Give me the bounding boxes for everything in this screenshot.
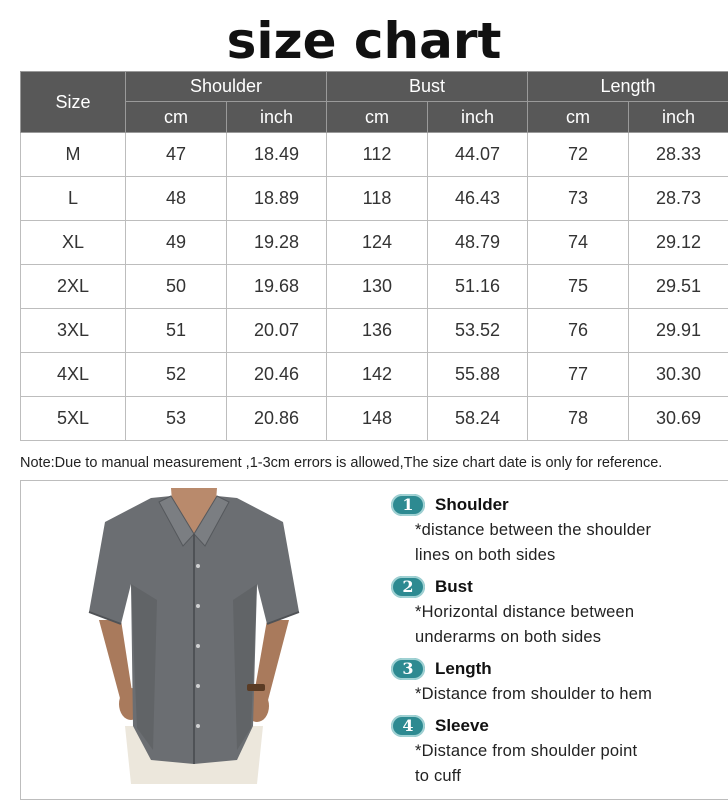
table-cell: 50	[126, 265, 227, 309]
button-icon	[196, 724, 200, 728]
button-icon	[196, 684, 200, 688]
legend-desc: to cuff	[415, 767, 462, 785]
unit-header: inch	[428, 102, 528, 133]
table-cell: 51.16	[428, 265, 528, 309]
table-cell: 30.30	[629, 353, 728, 397]
table-cell: 20.07	[227, 309, 327, 353]
size-cell: 5XL	[21, 397, 126, 441]
table-cell: 48.79	[428, 221, 528, 265]
watch-icon	[247, 684, 265, 691]
unit-header: inch	[227, 102, 327, 133]
legend-desc: *distance between the shoulder	[415, 521, 652, 539]
table-cell: 53.52	[428, 309, 528, 353]
table-cell: 19.28	[227, 221, 327, 265]
button-icon	[196, 564, 200, 568]
legend-desc: *Distance from shoulder point	[415, 742, 638, 760]
legend-item-bust	[391, 574, 721, 650]
size-cell: 2XL	[21, 265, 126, 309]
size-chart-table	[20, 71, 728, 441]
table-cell: 55.88	[428, 353, 528, 397]
legend-item-shoulder	[391, 492, 721, 568]
table-cell: 58.24	[428, 397, 528, 441]
legend-desc: *Horizontal distance between	[415, 603, 635, 621]
shoulder-header: Shoulder	[126, 72, 327, 102]
table-row	[21, 353, 728, 397]
table-row	[21, 309, 728, 353]
table-cell: 53	[126, 397, 227, 441]
table-cell: 44.07	[428, 133, 528, 177]
table-cell: 29.12	[629, 221, 728, 265]
size-cell: XL	[21, 221, 126, 265]
table-cell: 51	[126, 309, 227, 353]
table-cell: 75	[528, 265, 629, 309]
table-cell: 29.91	[629, 309, 728, 353]
table-row	[21, 265, 728, 309]
table-cell: 78	[528, 397, 629, 441]
table-cell: 48	[126, 177, 227, 221]
shirt-shadow-right	[233, 584, 257, 750]
table-cell: 72	[528, 133, 629, 177]
size-cell: L	[21, 177, 126, 221]
table-cell: 49	[126, 221, 227, 265]
size-cell: M	[21, 133, 126, 177]
legend-title: Shoulder	[435, 495, 509, 514]
table-row	[21, 177, 728, 221]
unit-header: cm	[126, 102, 227, 133]
table-cell: 74	[528, 221, 629, 265]
badge-icon: 1	[391, 494, 425, 516]
unit-header: cm	[528, 102, 629, 133]
table-cell: 73	[528, 177, 629, 221]
table-cell: 47	[126, 133, 227, 177]
table-cell: 52	[126, 353, 227, 397]
legend-item-length	[391, 656, 721, 707]
table-cell: 29.51	[629, 265, 728, 309]
table-cell: 20.46	[227, 353, 327, 397]
table-cell: 124	[327, 221, 428, 265]
table-cell: 148	[327, 397, 428, 441]
legend-title: Sleeve	[435, 716, 489, 735]
shirt-model-illustration	[87, 488, 301, 784]
measurement-note: Note:Due to manual measurement ,1-3cm errors is allowed,The size chart date is only for reference.	[20, 452, 728, 481]
table-cell: 130	[327, 265, 428, 309]
table-cell: 30.69	[629, 397, 728, 441]
measurement-legend	[391, 492, 721, 795]
table-row	[21, 397, 728, 441]
legend-desc: *Distance from shoulder to hem	[415, 685, 653, 703]
table-cell: 18.49	[227, 133, 327, 177]
legend-desc: underarms on both sides	[415, 628, 602, 646]
unit-header: cm	[327, 102, 428, 133]
length-header: Length	[528, 72, 728, 102]
table-row	[21, 221, 728, 265]
legend-title: Length	[435, 659, 492, 678]
legend-item-sleeve	[391, 713, 721, 789]
table-cell: 28.73	[629, 177, 728, 221]
button-icon	[196, 644, 200, 648]
table-cell: 19.68	[227, 265, 327, 309]
table-cell: 77	[528, 353, 629, 397]
badge-icon: 2	[391, 576, 425, 598]
size-header: Size	[21, 72, 126, 133]
table-row	[21, 133, 728, 177]
measurement-guide	[20, 480, 728, 800]
legend-desc: lines on both sides	[415, 546, 556, 564]
table-cell: 142	[327, 353, 428, 397]
table-cell: 76	[528, 309, 629, 353]
button-icon	[196, 604, 200, 608]
table-cell: 118	[327, 177, 428, 221]
table-cell: 112	[327, 133, 428, 177]
table-cell: 136	[327, 309, 428, 353]
unit-header: inch	[629, 102, 728, 133]
table-cell: 46.43	[428, 177, 528, 221]
table-cell: 18.89	[227, 177, 327, 221]
size-cell: 3XL	[21, 309, 126, 353]
legend-title: Bust	[435, 577, 473, 596]
badge-icon: 4	[391, 715, 425, 737]
badge-icon: 3	[391, 658, 425, 680]
table-cell: 20.86	[227, 397, 327, 441]
size-cell: 4XL	[21, 353, 126, 397]
page-title: size chart	[226, 12, 502, 70]
table-cell: 28.33	[629, 133, 728, 177]
bust-header: Bust	[327, 72, 528, 102]
